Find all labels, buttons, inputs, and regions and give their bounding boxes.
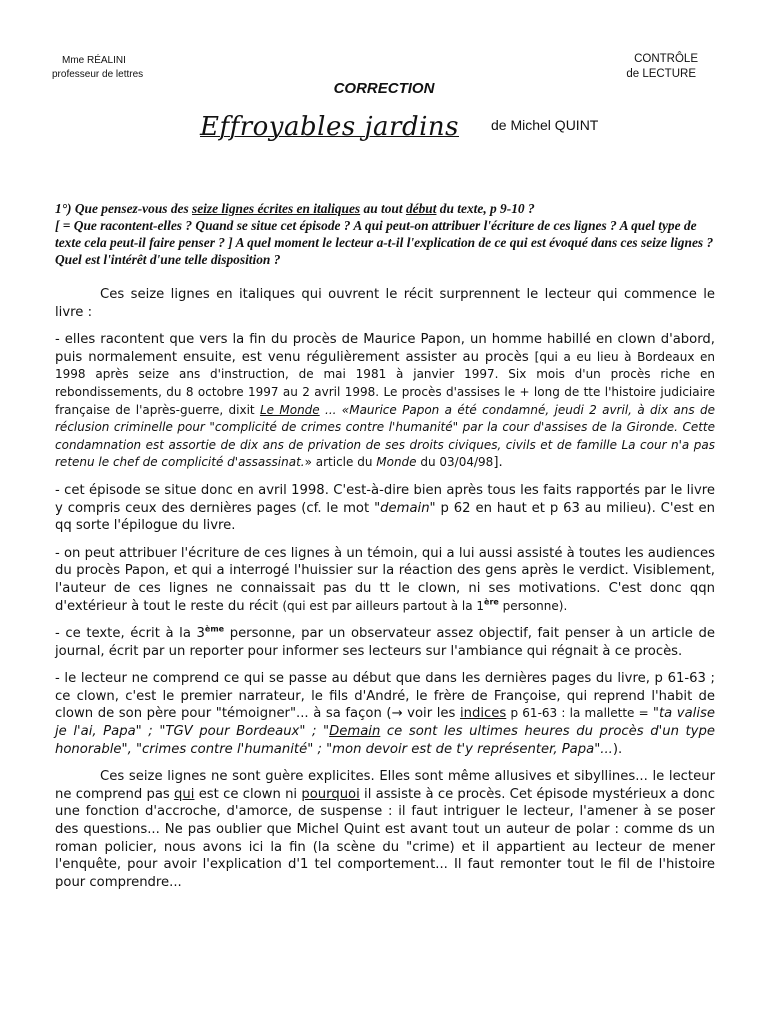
p2-close: ]. (493, 455, 503, 471)
p2-text: - elles racontent que vers la fin du procès de Maurice Papon, un homme habillé en clown d'abord, puis normalement ensuite, est venu régulièrement assister au procès (55, 332, 715, 365)
p2-newspaper-2: Monde (376, 455, 417, 470)
paragraph-intro: Ces seize lignes en italiques qui ouvrent le récit surprennent le lecteur qui commence le livre : (55, 287, 715, 320)
p3-text-2: p 62 en haut et p 63 au milieu). C'est en qq sorte l'épilogue du livre. (55, 500, 715, 534)
question-number: 1°) (55, 201, 72, 216)
p6-demain: Demain (329, 724, 381, 740)
paragraph-conclusion (55, 768, 715, 891)
teacher-role: professeur de lettres (52, 69, 144, 80)
p7-qui: qui (174, 786, 195, 802)
p6-close: ). (612, 741, 623, 757)
control-label: CONTRÔLE (634, 53, 698, 65)
p6-text: - le lecteur ne comprend ce qui se passe au début que dans les dernières pages du livre, p 61-63 ; ce clown, c'est le premier narrateur, le fils d'André, le frère de Françoise, qui reprend l'habit de clown de son père pour "témoigner"... à sa façon (→ voir les (55, 671, 715, 722)
book-title-row (200, 112, 598, 142)
p4-sup: ère (484, 597, 499, 607)
reading-label: de LECTURE (626, 68, 696, 80)
paragraph-explanation (55, 670, 715, 758)
paragraph-story (55, 331, 715, 472)
p4-aside-2: personne). (498, 598, 568, 613)
teacher-info (52, 54, 143, 82)
book-title: Effroyables jardins (200, 112, 459, 142)
p3-text: - cet épisode se situe donc en avril 1998. C'est-à-dire bien après tous les faits rapportés par le livre y compris ceux des dernières pages (cf. le mot (55, 482, 715, 516)
answer-body (55, 286, 715, 901)
correction-heading: CORRECTION (333, 80, 435, 97)
question-text-c: du texte, p 9-10 ? (436, 201, 535, 216)
p6-indices: indices (459, 706, 507, 722)
paragraph-article (55, 625, 715, 660)
p4-text: - on peut attribuer l'écriture de ces lignes à un témoin, qui a lui aussi assisté à toutes les audiences du procès Papon, et qui a interrogé l'huissier sur la réaction des gens après le verdict. Visiblement, l'auteur de ces lignes ne connaissait pas du tt le clown, ni ses motivations. C'est donc qqn d'extérieur à tout le reste du récit (55, 545, 715, 614)
question-underline-1: seize lignes écrites en italiques (192, 201, 361, 216)
p2-date: du 03/04/98 (416, 455, 494, 470)
p5-text: - ce texte, écrit à la 3 (55, 626, 205, 642)
p2-context: [qui a eu lieu à Bordeaux en 1998 après seize ans d'instruction, de mai 1981 à janvier 1997. Six mois d'un procès riche en rebondissements, du 8 octobre 1997 au 2 avril 1998. Le procès d'assises le + long de tte l'histoire judiciaire française de l'après-guerre, dixit (55, 349, 715, 417)
question-subquestions: [ = Que racontent-elles ? Quand se situe cet épisode ? A qui peut-on attribuer l'écriture de ces lignes ? A quel type de texte cela peut-il faire penser ? ] A quel moment le lecteur a-t-il l'explication de ce qui est évoqué dans ces seize lignes ? Quel est l'intérêt d'une telle disposition ? (55, 218, 714, 267)
p7-text-3: il assiste à ce procès. Cet épisode mystérieux a donc une fonction d'accroche, d'amorce, de suspense : il faut intriguer le lecteur, l'amener à se poser des questions... Ne pas oublier que Michel Quint est avant tout un auteur de polar : comme ds un roman policier, nous avons ici la fin (la scène du "crime) et il appartient au lecteur de mener l'enquête, pour avoir l'explication d'1 tel comportement... Il faut remonter tout le fil de l'histoire pour comprendre... (55, 786, 715, 890)
p6-pages: p 61-63 : la mallette = (506, 706, 653, 721)
p2-source: » article du (304, 455, 377, 470)
p5-sup: ème (204, 624, 225, 634)
teacher-name: Mme RÉALINI (62, 55, 126, 66)
paragraph-witness (55, 545, 715, 615)
question-underline-2: début (405, 201, 437, 216)
paragraph-timing (55, 482, 715, 535)
p7-pourquoi: pourquoi (301, 786, 360, 802)
p2-newspaper: Le Monde (259, 402, 320, 417)
p6-quotes-2: ce sont les ultimes heures du procès d'un type honorable", "crimes contre l'humanité" ; "mon devoir est de t'y représenter, Papa"... (55, 724, 715, 757)
question-text-b: au tout (360, 201, 406, 216)
document-type (626, 52, 698, 82)
question-1 (55, 200, 715, 268)
p2-quote: ... «Maurice Papon a été condamné, jeudi 2 avril, à dix ans de réclusion criminelle pour "complicité de crimes contre l'humanité" par la cour d'assises de la Gironde. Cette condamnation est assortie de dix ans de privation de ses droits civiques, civils et de famille La cour n'a pas retenu le chef de complicité d'assassinat. (55, 402, 715, 470)
p4-aside: (qui est par ailleurs partout à la 1 (282, 598, 485, 613)
p5-text-2: personne, par un observateur assez objectif, fait penser à un article de journal, écrit par un reporter pour informer ses lecteurs sur l'ambiance qui régnait à ce procès. (55, 626, 715, 659)
p3-word: "demain" (374, 500, 436, 516)
p7-text-2: est ce clown ni (194, 786, 302, 802)
book-author: de Michel QUINT (491, 117, 599, 133)
question-text-a: Que pensez-vous des (71, 201, 193, 216)
p6-quotes: "ta valise je l'ai, Papa" ; "TGV pour Bordeaux" ; " (55, 706, 715, 740)
p7-text: Ces seize lignes ne sont guère explicites. Elles sont même allusives et sibyllines... le lecteur ne comprend pas (55, 769, 715, 802)
